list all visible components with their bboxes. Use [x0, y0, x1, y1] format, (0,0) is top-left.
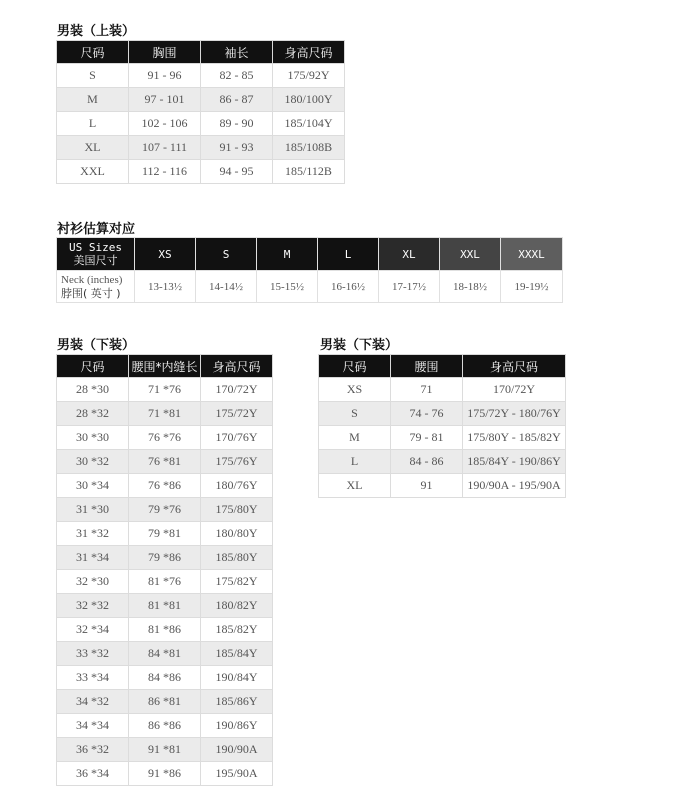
tops-cell: 102 - 106	[129, 112, 201, 136]
bottoms-right-header-cell: 腰围	[391, 355, 463, 378]
neck-value: 13-13½	[135, 271, 196, 303]
us-sizes-header	[57, 238, 135, 271]
bottoms-left-cell: 33 *32	[57, 642, 129, 666]
bottoms-left-cell: 84 *81	[129, 642, 201, 666]
table-row	[319, 426, 566, 450]
bottoms-left-cell: 190/86Y	[201, 714, 273, 738]
table-row	[57, 546, 273, 570]
bottoms-right-cell: 84 - 86	[391, 450, 463, 474]
us-sizes-label: US Sizes	[69, 241, 122, 254]
bottoms-left-cell: 79 *86	[129, 546, 201, 570]
table-row	[57, 714, 273, 738]
tops-header-cell: 袖长	[201, 41, 273, 64]
bottoms-right-header-cell: 尺码	[319, 355, 391, 378]
bottoms-right-cell: 185/84Y - 190/86Y	[463, 450, 566, 474]
tops-cell: 180/100Y	[273, 88, 345, 112]
bottoms-left-cell: 180/82Y	[201, 594, 273, 618]
table-row	[57, 522, 273, 546]
bottoms-right-cell: 74 - 76	[391, 402, 463, 426]
neck-value: 17-17½	[379, 271, 440, 303]
bottoms-left-header-cell: 腰围*内缝长	[129, 355, 201, 378]
neck-value: 14-14½	[196, 271, 257, 303]
bottoms-left-cell: 81 *76	[129, 570, 201, 594]
bottoms-left-cell: 81 *86	[129, 618, 201, 642]
tops-cell: 91 - 96	[129, 64, 201, 88]
table-row	[57, 594, 273, 618]
bottoms-left-cell: 91 *81	[129, 738, 201, 762]
bottoms-left-cell: 170/72Y	[201, 378, 273, 402]
bottoms-left-cell: 31 *30	[57, 498, 129, 522]
bottoms-left-header	[57, 355, 273, 378]
bottoms-left-cell: 30 *30	[57, 426, 129, 450]
shirt-size-s: S	[196, 238, 257, 271]
bottoms-right-cell: 175/72Y - 180/76Y	[463, 402, 566, 426]
table-row	[57, 642, 273, 666]
shirt-size-xs: XS	[135, 238, 196, 271]
tops-cell: 185/104Y	[273, 112, 345, 136]
table-row	[319, 474, 566, 498]
tops-cell: 91 - 93	[201, 136, 273, 160]
bottoms-right-cell: 91	[391, 474, 463, 498]
bottoms-left-cell: 28 *30	[57, 378, 129, 402]
bottoms-left-cell: 76 *76	[129, 426, 201, 450]
bottoms-left-cell: 91 *86	[129, 762, 201, 786]
bottoms-left-title: 男装（下装）	[57, 338, 136, 353]
bottoms-right-header	[319, 355, 566, 378]
table-row	[57, 88, 345, 112]
bottoms-left-header-cell: 尺码	[57, 355, 129, 378]
tops-header-cell: 尺码	[57, 41, 129, 64]
tops-cell: 86 - 87	[201, 88, 273, 112]
us-sizes-cn-label: 美国尺寸	[73, 254, 118, 267]
bottoms-left-cell: 32 *30	[57, 570, 129, 594]
bottoms-right-cell: 79 - 81	[391, 426, 463, 450]
shirt-header-row	[57, 238, 563, 271]
bottoms-left-cell: 31 *34	[57, 546, 129, 570]
bottoms-right-header-cell: 身高尺码	[463, 355, 566, 378]
bottoms-right-cell: S	[319, 402, 391, 426]
bottoms-right-cell: M	[319, 426, 391, 450]
bottoms-left-cell: 36 *32	[57, 738, 129, 762]
shirt-size-m: M	[257, 238, 318, 271]
bottoms-left-cell: 170/76Y	[201, 426, 273, 450]
bottoms-right-title: 男装（下装）	[320, 338, 399, 353]
bottoms-left-cell: 185/84Y	[201, 642, 273, 666]
bottoms-right-cell: 170/72Y	[463, 378, 566, 402]
tops-cell: 107 - 111	[129, 136, 201, 160]
table-row	[57, 618, 273, 642]
bottoms-left-cell: 32 *32	[57, 594, 129, 618]
bottoms-left-cell: 185/86Y	[201, 690, 273, 714]
neck-value: 15-15½	[257, 271, 318, 303]
shirt-size-xl: XL	[379, 238, 440, 271]
table-row	[57, 402, 273, 426]
table-row	[57, 426, 273, 450]
neck-cn-label: 脖围( 英寸 )	[61, 286, 121, 300]
bottoms-left-cell: 81 *81	[129, 594, 201, 618]
tops-cell: 94 - 95	[201, 160, 273, 184]
tops-cell: XXL	[57, 160, 129, 184]
bottoms-right-cell: XL	[319, 474, 391, 498]
table-row	[319, 450, 566, 474]
shirt-size-xxxl: XXXL	[501, 238, 563, 271]
bottoms-left-size-table	[56, 354, 273, 786]
tops-cell: 185/108B	[273, 136, 345, 160]
table-row	[57, 690, 273, 714]
bottoms-left-cell: 34 *34	[57, 714, 129, 738]
table-row	[57, 112, 345, 136]
bottoms-left-cell: 32 *34	[57, 618, 129, 642]
table-row	[57, 450, 273, 474]
tops-size-table	[56, 40, 345, 184]
tops-cell: 97 - 101	[129, 88, 201, 112]
bottoms-right-body	[319, 378, 566, 498]
bottoms-left-cell: 30 *34	[57, 474, 129, 498]
bottoms-left-cell: 175/82Y	[201, 570, 273, 594]
bottoms-left-cell: 190/84Y	[201, 666, 273, 690]
bottoms-left-cell: 36 *34	[57, 762, 129, 786]
shirts-title: 衬衫估算对应	[57, 222, 136, 237]
bottoms-left-cell: 76 *86	[129, 474, 201, 498]
bottoms-left-cell: 190/90A	[201, 738, 273, 762]
table-row	[57, 666, 273, 690]
table-row	[57, 498, 273, 522]
tops-body	[57, 64, 345, 184]
bottoms-left-cell: 84 *86	[129, 666, 201, 690]
bottoms-left-cell: 185/80Y	[201, 546, 273, 570]
tops-cell: 89 - 90	[201, 112, 273, 136]
bottoms-left-cell: 180/76Y	[201, 474, 273, 498]
bottoms-left-body	[57, 378, 273, 786]
bottoms-left-cell: 175/76Y	[201, 450, 273, 474]
neck-value: 19-19½	[501, 271, 563, 303]
tops-cell: 112 - 116	[129, 160, 201, 184]
tops-cell: XL	[57, 136, 129, 160]
bottoms-left-cell: 28 *32	[57, 402, 129, 426]
bottoms-right-cell: 190/90A - 195/90A	[463, 474, 566, 498]
bottoms-left-cell: 195/90A	[201, 762, 273, 786]
bottoms-left-cell: 30 *32	[57, 450, 129, 474]
shirt-size-table	[56, 237, 563, 303]
bottoms-left-cell: 34 *32	[57, 690, 129, 714]
bottoms-left-cell: 185/82Y	[201, 618, 273, 642]
bottoms-left-cell: 79 *81	[129, 522, 201, 546]
bottoms-left-cell: 180/80Y	[201, 522, 273, 546]
tops-title: 男装（上装）	[57, 24, 136, 39]
table-row	[57, 136, 345, 160]
table-row	[57, 738, 273, 762]
tops-cell: 185/112B	[273, 160, 345, 184]
neck-row	[57, 271, 563, 303]
bottoms-left-cell: 175/72Y	[201, 402, 273, 426]
neck-label: Neck (inches)	[61, 273, 123, 286]
bottoms-left-cell: 86 *86	[129, 714, 201, 738]
bottoms-left-cell: 76 *81	[129, 450, 201, 474]
neck-value: 16-16½	[318, 271, 379, 303]
bottoms-right-cell: L	[319, 450, 391, 474]
tops-cell: S	[57, 64, 129, 88]
bottoms-left-cell: 71 *81	[129, 402, 201, 426]
bottoms-right-size-table	[318, 354, 566, 498]
table-row	[319, 378, 566, 402]
table-row	[57, 378, 273, 402]
table-row	[57, 160, 345, 184]
tops-header-cell: 胸围	[129, 41, 201, 64]
neck-value: 18-18½	[440, 271, 501, 303]
bottoms-left-header-cell: 身高尺码	[201, 355, 273, 378]
tops-cell: M	[57, 88, 129, 112]
table-row	[57, 762, 273, 786]
tops-header-cell: 身高尺码	[273, 41, 345, 64]
tops-cell: 175/92Y	[273, 64, 345, 88]
table-row	[319, 402, 566, 426]
bottoms-right-cell: 175/80Y - 185/82Y	[463, 426, 566, 450]
table-row	[57, 474, 273, 498]
tops-cell: L	[57, 112, 129, 136]
bottoms-left-cell: 71 *76	[129, 378, 201, 402]
tops-cell: 82 - 85	[201, 64, 273, 88]
bottoms-right-cell: XS	[319, 378, 391, 402]
shirt-size-l: L	[318, 238, 379, 271]
neck-header	[57, 271, 135, 303]
table-row	[57, 64, 345, 88]
bottoms-left-cell: 86 *81	[129, 690, 201, 714]
table-row	[57, 570, 273, 594]
bottoms-right-cell: 71	[391, 378, 463, 402]
bottoms-left-cell: 31 *32	[57, 522, 129, 546]
tops-header	[57, 41, 345, 64]
bottoms-left-cell: 33 *34	[57, 666, 129, 690]
shirt-size-xxl: XXL	[440, 238, 501, 271]
bottoms-left-cell: 175/80Y	[201, 498, 273, 522]
bottoms-left-cell: 79 *76	[129, 498, 201, 522]
